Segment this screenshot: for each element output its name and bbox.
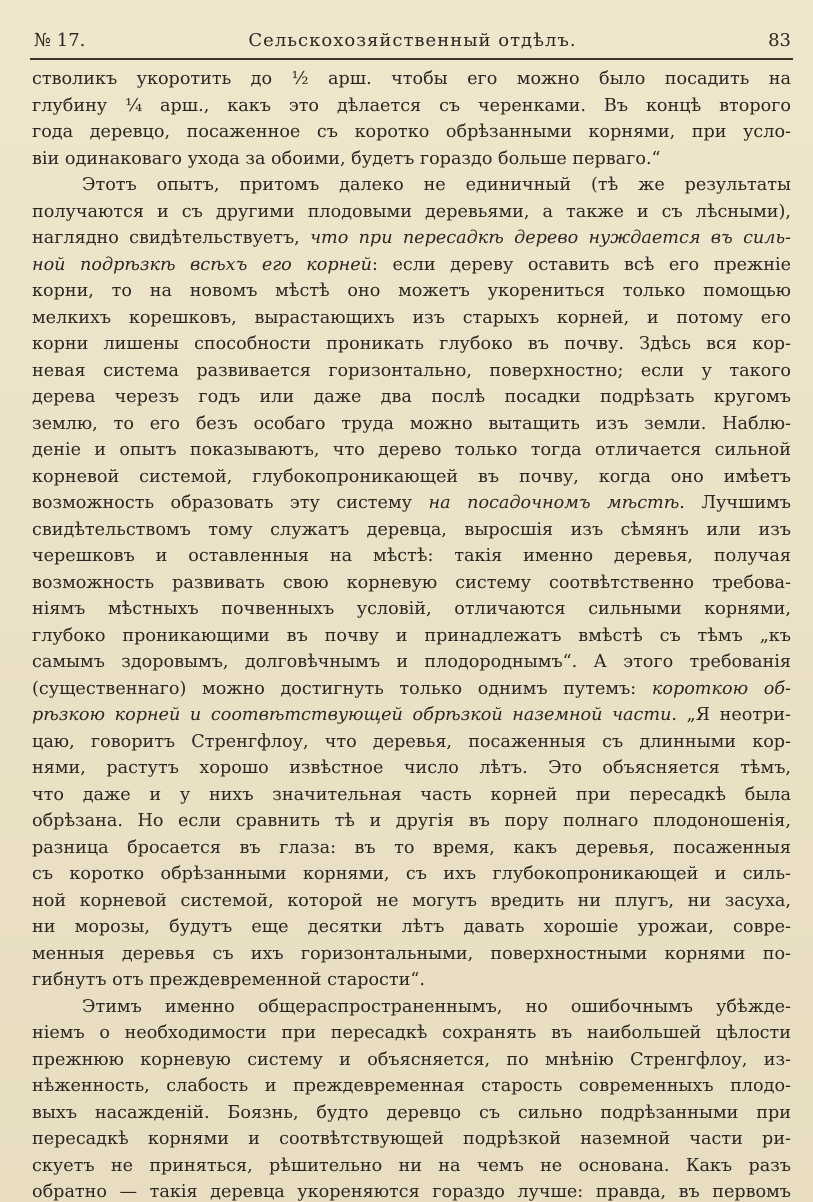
text-segment: глубоко проникающими въ почву и принадлежатъ вмѣстѣ съ тѣмъ „къ <box>32 625 791 646</box>
text-line <box>32 66 791 93</box>
text-segment: стволикъ укоротить до ½ арш. чтобы его можно было посадить на <box>32 69 791 89</box>
text-line <box>32 967 791 994</box>
text-segment: получаются и съ другими плодовыми деревьями, а также и съ лѣсными), <box>32 201 791 222</box>
text-segment: менныя деревья съ ихъ горизонтальными, поверхностными корнями по- <box>32 943 791 964</box>
section-title: Сельскохозяйственный отдѣлъ. <box>248 30 577 51</box>
text-line <box>32 861 791 888</box>
italic-emphasis: что при пересадкѣ дерево нуждается въ силь- <box>310 228 791 248</box>
text-line <box>32 517 791 544</box>
text-line <box>32 252 791 279</box>
running-header <box>34 27 791 55</box>
text-line <box>32 994 791 1021</box>
text-line <box>32 570 791 597</box>
text-line <box>32 119 791 146</box>
text-segment: корни, то на новомъ мѣстѣ оно можетъ укорениться только помощью <box>32 281 791 301</box>
text-segment: года деревцо, посаженное съ коротко обрѣзанными корнями, при усло- <box>32 122 791 142</box>
text-line <box>32 1100 791 1127</box>
text-segment: гибнутъ отъ преждевременной старости“. <box>32 970 425 990</box>
header-rule <box>30 58 793 60</box>
text-segment: землю, то его безъ особаго труда можно вытащить изъ земли. Наблю- <box>32 413 791 434</box>
text-segment: цаю, говоритъ Стренгфлоу, что деревья, посаженныя съ длинными кор- <box>32 731 791 752</box>
text-segment: корневой системой, глубокопроникающей въ почву, когда оно имѣетъ <box>32 466 791 487</box>
text-line <box>32 1126 791 1153</box>
text-segment: обрѣзана. Но если сравнить тѣ и другія въ пору полнаго плодоношенія, <box>32 811 791 831</box>
text-line <box>32 305 791 332</box>
text-segment: ніемъ о необходимости при пересадкѣ сохранять въ наибольшей цѣлости <box>32 1023 791 1043</box>
text-line <box>32 676 791 703</box>
text-segment: прежнюю корневую систему и объясняется, по мнѣнію Стренгфлоу, из- <box>32 1049 791 1070</box>
text-line <box>32 199 791 226</box>
text-line <box>32 941 791 968</box>
text-segment: самымъ здоровымъ, долговѣчнымъ и плодороднымъ“. А этого требованія <box>32 652 791 672</box>
text-segment: віи одинаковаго ухода за обоими, будетъ гораздо больше перваго.“ <box>32 148 661 169</box>
text-segment: . „Я неотри- <box>671 705 791 725</box>
text-segment: ной корневой системой, которой не могутъ вредить ни плугъ, ни засуха, <box>32 890 791 911</box>
text-line <box>32 1153 791 1180</box>
text-segment: мелкихъ корешковъ, вырастающихъ изъ старыхъ корней, и потому его <box>32 307 791 328</box>
text-line <box>32 649 791 676</box>
text-segment: Этотъ опытъ, притомъ далеко не единичный (тѣ же результаты <box>82 175 791 195</box>
text-segment: невая система развивается горизонтально, поверхностно; если у такого <box>32 360 791 381</box>
text-segment: ніямъ мѣстныхъ почвенныхъ условій, отличаются сильными корнями, <box>32 599 791 619</box>
text-line <box>32 411 791 438</box>
text-segment: (существеннаго) можно достигнуть только однимъ путемъ: <box>32 678 652 699</box>
text-line <box>32 835 791 862</box>
text-segment: черешковъ и оставленныя на мѣстѣ: такія именно деревья, получая <box>32 546 791 566</box>
text-line <box>32 437 791 464</box>
text-segment: что даже и у нихъ значительная часть корней при пересадкѣ была <box>32 784 791 805</box>
text-segment: . Лучшимъ <box>679 493 791 513</box>
text-line <box>32 172 791 199</box>
text-line <box>32 543 791 570</box>
text-segment: съ коротко обрѣзанными корнями, съ ихъ глубокопроникающей и силь- <box>32 864 791 884</box>
text-line <box>32 384 791 411</box>
text-segment: : если дереву оставить всѣ его прежніе <box>371 254 791 275</box>
text-segment: Этимъ именно общераспространеннымъ, но ошибочнымъ убѣжде- <box>82 996 791 1017</box>
text-segment: деніе и опытъ показываютъ, что дерево только тогда отличается сильной <box>32 440 791 460</box>
italic-emphasis: ной подрѣзкѣ всѣхъ его корней <box>32 254 372 275</box>
text-segment: глубину ¼ арш., какъ это дѣлается съ черенками. Въ концѣ второго <box>32 95 791 116</box>
text-segment: корни лишены способности проникать глубоко въ почву. Здѣсь вся кор- <box>32 334 791 354</box>
text-line <box>32 146 791 173</box>
text-segment: наглядно свидѣтельствуетъ, <box>32 228 311 248</box>
text-line <box>32 702 791 729</box>
text-segment: дерева черезъ годъ или даже два послѣ посадки подрѣзать кругомъ <box>32 387 791 407</box>
italic-emphasis: короткою об- <box>651 678 791 699</box>
text-line <box>32 358 791 385</box>
text-line <box>32 914 791 941</box>
text-line <box>32 623 791 650</box>
text-segment: обратно — такія деревца укореняются гораздо лучше: правда, въ первомъ <box>32 1182 791 1202</box>
text-line <box>32 1020 791 1047</box>
issue-number: № 17. <box>34 30 86 51</box>
text-line <box>32 782 791 809</box>
text-segment: возможность образовать эту систему <box>32 493 429 513</box>
text-segment: нями, растутъ хорошо извѣстное число лѣтъ. Это объясняется тѣмъ, <box>32 758 791 778</box>
italic-emphasis: на посадочномъ мѣстѣ <box>428 493 680 513</box>
italic-emphasis: рѣзкою корней и соотвѣтствующей обрѣзкой наземной части <box>32 705 672 725</box>
text-segment: скуетъ не приняться, рѣшительно ни на чемъ не основана. Какъ разъ <box>32 1155 791 1176</box>
text-segment: пересадкѣ корнями и соотвѣтствующей подрѣзкой наземной части ри- <box>32 1129 791 1149</box>
text-segment: нѣженность, слабость и преждевременная старость современныхъ плодо- <box>32 1076 791 1096</box>
text-line <box>32 225 791 252</box>
text-segment: выхъ насажденій. Боязнь, будто деревцо съ сильно подрѣзанными при <box>32 1102 791 1123</box>
text-line <box>32 278 791 305</box>
text-line <box>32 331 791 358</box>
text-line <box>32 596 791 623</box>
text-line <box>32 755 791 782</box>
page-number: 83 <box>768 30 791 51</box>
text-segment: разница бросается въ глаза: въ то время, какъ деревья, посаженныя <box>32 837 791 858</box>
text-line <box>32 1073 791 1100</box>
text-line <box>32 1047 791 1074</box>
text-segment: возможность развивать свою корневую систему соотвѣтственно требова- <box>32 572 791 593</box>
text-line <box>32 808 791 835</box>
text-line <box>32 464 791 491</box>
text-line <box>32 888 791 915</box>
text-line <box>32 729 791 756</box>
text-segment: ни морозы, будутъ еще десятки лѣтъ давать хорошіе урожаи, совре- <box>32 917 791 937</box>
text-line <box>32 490 791 517</box>
text-line <box>32 93 791 120</box>
text-line <box>32 1179 791 1202</box>
text-segment: свидѣтельствомъ тому служатъ деревца, выросшія изъ сѣмянъ или изъ <box>32 519 791 540</box>
article-body <box>32 66 791 1202</box>
